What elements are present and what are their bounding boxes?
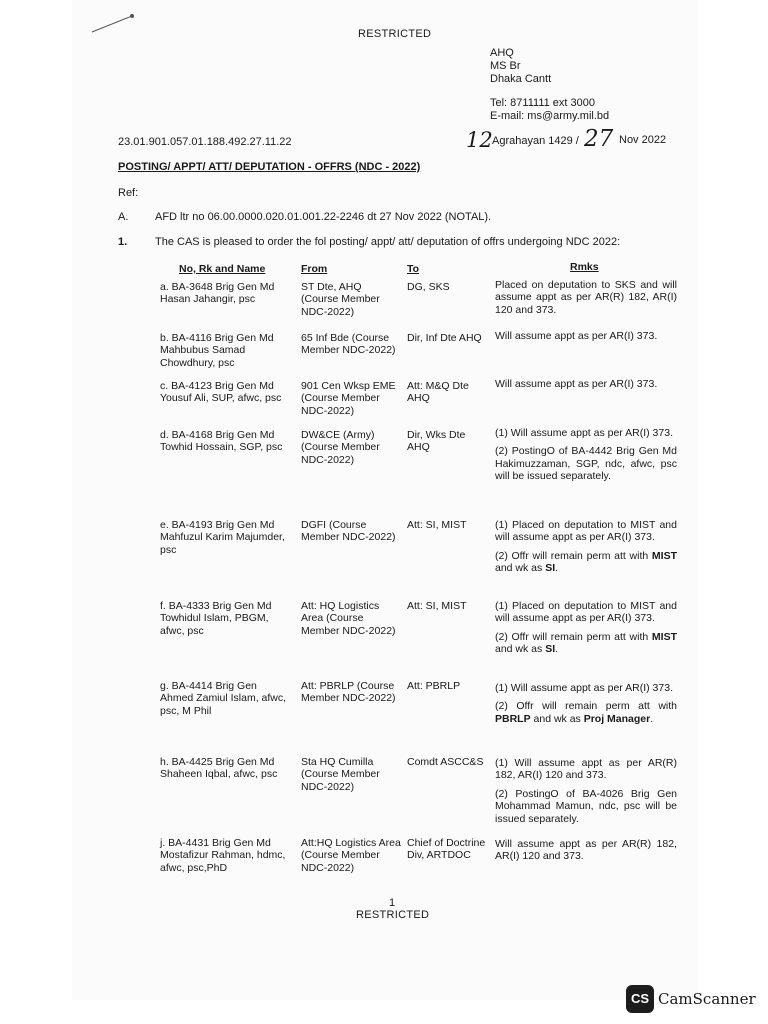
row-f-rmks [495,600,677,662]
row-a-to: DG, SKS [407,281,450,293]
row-e-to: Att: SI, MIST [407,519,467,531]
row-f-rmk-2-mid: and wk as [495,643,546,656]
address-line-3: Dhaka Cantt [490,73,552,85]
camscanner-logo-icon: CS [626,985,654,1013]
row-g-from: Att: PBRLP (Course Member NDC-2022) [301,680,396,705]
row-g-rmks [495,682,677,731]
row-j-rmks [495,838,677,869]
row-d-rmk-1: (1) Will assume appt as per AR(I) 373. [495,427,673,439]
row-e-rmk-2 [495,550,677,575]
row-c-to: Att: M&Q Dte AHQ [407,380,469,405]
row-e-rmk-2-mid: and wk as [495,562,546,575]
para-1-text: The CAS is pleased to order the fol posting/ appt/ att/ deputation of offrs undergoing NDC 2022: [155,236,621,248]
row-d-name: d. BA-4168 Brig Gen Md Towhid Hossain, SGP, psc [160,429,283,454]
row-j-from: Att:HQ Logistics Area (Course Member NDC-2022) [301,837,401,874]
row-j-rmk-1: Will assume appt as per AR(R) 182, AR(I) 120 and 373. [495,838,677,863]
restricted-bottom: RESTRICTED [356,909,430,921]
row-e-rmks [495,519,677,581]
row-j-to: Chief of Doctrine Div, ARTDOC [407,837,486,862]
col-header-rmks: Rmks [570,261,599,273]
row-d-rmks [495,427,677,489]
row-c-rmks [495,378,677,396]
row-b-name: b. BA-4116 Brig Gen Md Mahbubus Samad Chowdhury, psc [160,332,274,369]
row-e-rmk-1: (1) Placed on deputation to MIST and will assume appt as per AR(I) 373. [495,519,677,544]
row-h-rmk-1: (1) Will assume appt as per AR(R) 182, AR(I) 120 and 373. [495,757,677,782]
row-f-rmk-2-bold1: MIST [651,630,677,643]
row-b-rmk-1: Will assume appt as per AR(I) 373. [495,330,658,342]
camscanner-watermark: CamScanner [658,990,756,1008]
row-f-rmk-2-post: . [555,643,559,656]
row-c-rmk-1: Will assume appt as per AR(I) 373. [495,378,658,390]
row-e-rmk-2-bold1: MIST [651,549,677,562]
row-g-name: g. BA-4414 Brig Gen Ahmed Zamiul Islam, afwc, psc, M Phil [160,680,287,717]
row-e-from: DGFI (Course Member NDC-2022) [301,519,396,544]
row-d-rmk-2: (2) PostingO of BA-4442 Brig Gen Md Hakimuzzaman, SGP, ndc, afwc, psc will be issued separately. [495,445,677,483]
row-f-to: Att: SI, MIST [407,600,467,612]
ref-label: Ref: [118,187,139,199]
pen-mark-decoration [88,10,138,40]
row-f-rmk-1: (1) Placed on deputation to MIST and will assume appt as per AR(I) 373. [495,600,677,625]
ref-a-text: AFD ltr no 06.00.0000.020.01.001.22-2246 dt 27 Nov 2022 (NOTAL). [155,211,492,223]
row-f-name: f. BA-4333 Brig Gen Md Towhidul Islam, PBGM, afwc, psc [160,600,272,637]
row-b-rmks [495,330,677,348]
row-f-rmk-2-bold2: SI [545,643,556,656]
email-line: E-mail: ms@army.mil.bd [490,110,610,122]
row-h-from: Sta HQ Cumilla (Course Member NDC-2022) [301,756,380,793]
date-month-year: Nov 2022 [619,134,667,146]
address-line-2: MS Br [490,60,521,72]
col-header-to: To [407,263,420,275]
date-handwritten-num: 27 [584,126,614,152]
row-f-rmk-2 [495,631,677,656]
row-h-rmks [495,757,677,831]
row-a-rmks [495,279,677,322]
row-g-rmk-2-pre: (2) Offr will remain perm att with [495,700,677,713]
col-header-from: From [301,263,328,275]
row-b-from: 65 Inf Bde (Course Member NDC-2022) [301,332,396,357]
row-a-from: ST Dte, AHQ (Course Member NDC-2022) [301,281,380,318]
row-g-rmk-2-mid: and wk as [530,712,584,725]
row-a-rmk-1: Placed on deputation to SKS and will assume appt as per AR(R) 182, AR(I) 120 and 373. [495,279,677,316]
row-e-rmk-2-pre: (2) Offr will remain perm att with [495,549,652,562]
row-c-from: 901 Cen Wksp EME (Course Member NDC-2022) [301,380,396,417]
row-e-name: e. BA-4193 Brig Gen Md Mahfuzul Karim Majumder, psc [160,519,285,556]
para-1-label: 1. [118,236,128,248]
row-e-rmk-2-bold2: SI [545,562,556,575]
ref-number: 23.01.901.057.01.188.492.27.11.22 [118,136,292,148]
ref-a-label: A. [118,211,129,223]
row-f-rmk-2-pre: (2) Offr will remain perm att with [495,630,652,643]
col-header-name: No, Rk and Name [179,263,266,275]
row-e-rmk-2-post: . [555,562,559,575]
date-agrahayan: Agrahayan 1429 / [492,135,579,147]
page-number: 1 [389,897,396,909]
row-g-to: Att: PBRLP [407,680,461,692]
row-j-name: j. BA-4431 Brig Gen Md Mostafizur Rahman, hdmc, afwc, psc,PhD [160,837,286,874]
date-handwritten-day: 12 [466,128,493,152]
row-g-rmk-2-bold2: Proj Manager [583,712,651,725]
row-d-to: Dir, Wks Dte AHQ [407,429,466,454]
row-d-from: DW&CE (Army) (Course Member NDC-2022) [301,429,380,466]
row-c-name: c. BA-4123 Brig Gen Md Yousuf Ali, SUP, afwc, psc [160,380,282,405]
row-a-name: a. BA-3648 Brig Gen Md Hasan Jahangir, psc [160,281,275,306]
address-line-1: AHQ [490,47,514,59]
row-g-rmk-2 [495,700,677,725]
row-b-to: Dir, Inf Dte AHQ [407,332,482,344]
tel-line: Tel: 8711111 ext 3000 [490,97,595,109]
row-h-rmk-2: (2) PostingO of BA-4026 Brig Gen Mohammad Mamun, ndc, psc will be issued separately. [495,787,677,825]
row-g-rmk-1: (1) Will assume appt as per AR(I) 373. [495,682,673,694]
row-h-name: h. BA-4425 Brig Gen Md Shaheen Iqbal, afwc, psc [160,756,278,781]
row-g-rmk-2-post: . [650,712,654,725]
row-g-rmk-2-bold1: PBRLP [495,712,531,725]
restricted-top: RESTRICTED [358,28,432,40]
row-f-from: Att: HQ Logistics Area (Course Member NDC-2022) [301,600,396,637]
row-h-to: Comdt ASCC&S [407,756,484,768]
subject-heading: POSTING/ APPT/ ATT/ DEPUTATION - OFFRS (NDC - 2022) [118,161,421,173]
